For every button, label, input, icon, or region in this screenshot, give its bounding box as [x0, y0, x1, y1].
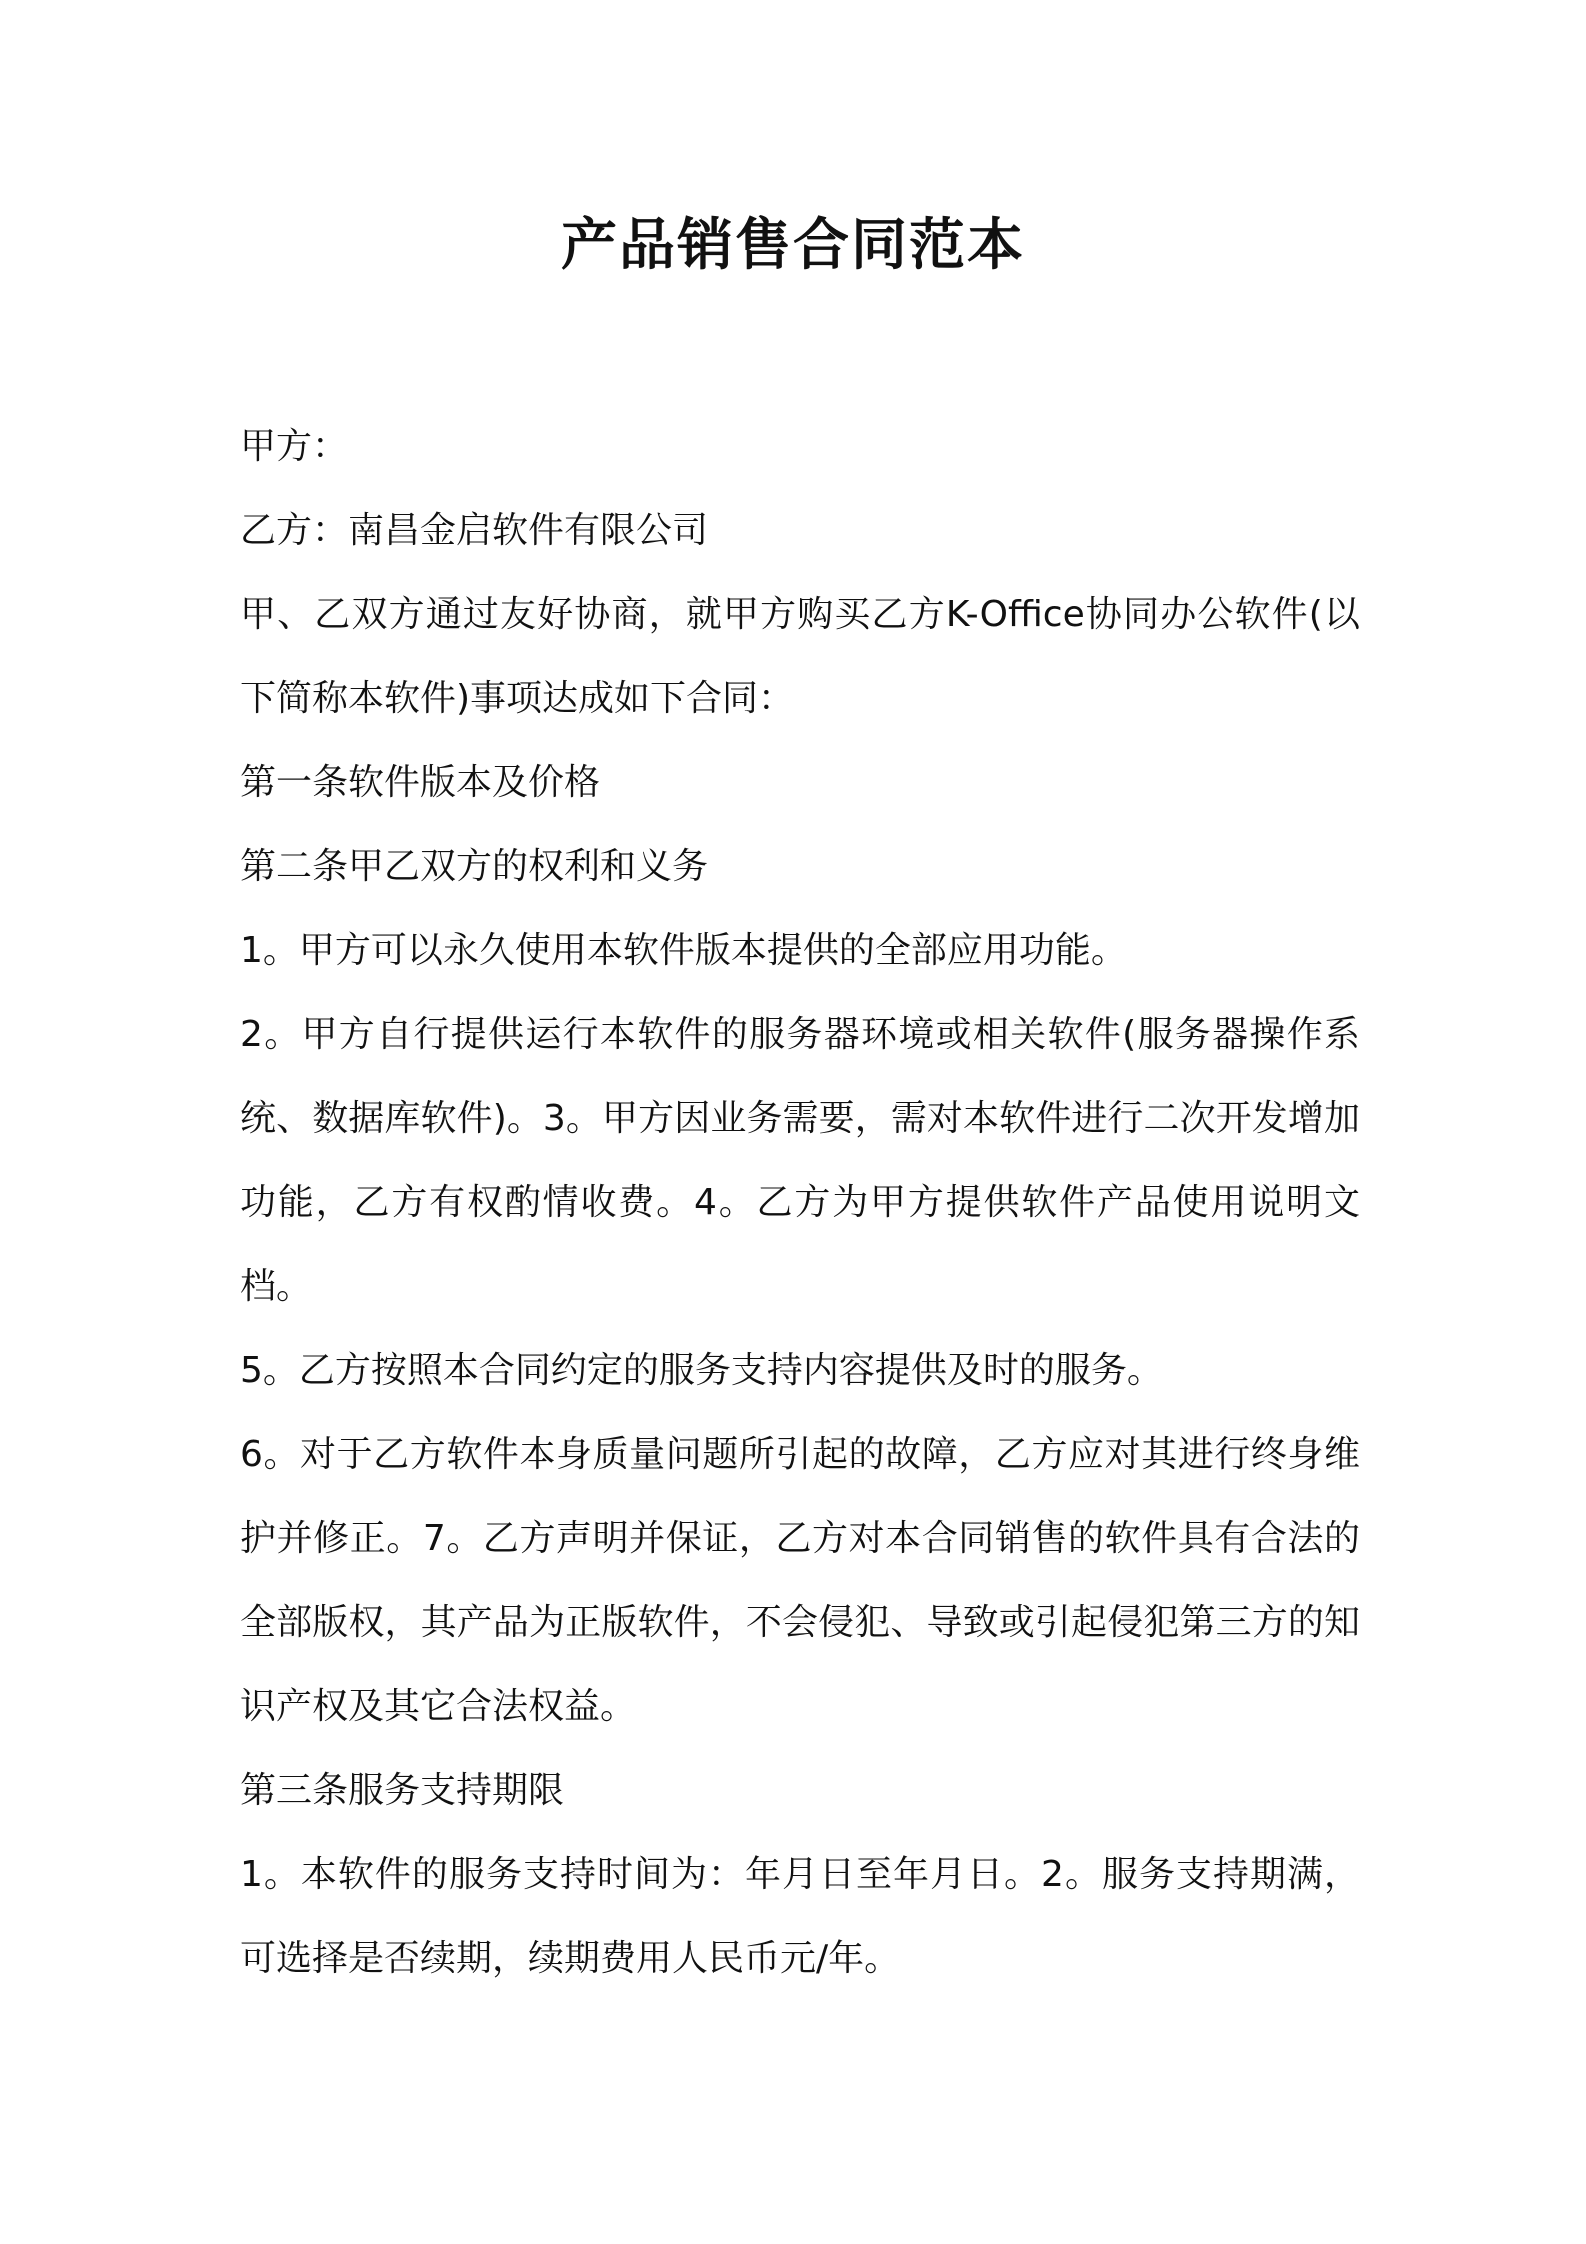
document-body — [240, 405, 1360, 2001]
party-b-line: 乙方：南昌金启软件有限公司 — [240, 510, 709, 551]
article-3-heading: 第三条服务支持期限 — [240, 1770, 565, 1811]
article-1-heading: 第一条软件版本及价格 — [240, 762, 601, 803]
article-2-clause-2-4: 2。甲方自行提供运行本软件的服务器环境或相关软件(服务器操作系统、数据库软件)。3。甲方因业务需要，需对本软件进行二次开发增加功能，乙方有权酌情收费。4。乙方为甲方提供软件产品使用说明文档。 — [240, 1014, 1360, 1307]
article-2-clause-6-7: 6。对于乙方软件本身质量问题所引起的故障，乙方应对其进行终身维护并修正。7。乙方声明并保证，乙方对本合同销售的软件具有合法的全部版权，其产品为正版软件，不会侵犯、导致或引起侵犯第三方的知识产权及其它合法权益。 — [240, 1434, 1360, 1727]
article-2-clause-5: 5。乙方按照本合同约定的服务支持内容提供及时的服务。 — [240, 1350, 1163, 1391]
party-a-line: 甲方： — [240, 426, 349, 467]
article-3-clause-1-2: 1。本软件的服务支持时间为：年月日至年月日。2。服务支持期满，可选择是否续期，续期费用人民币元/年。 — [240, 1854, 1360, 1979]
article-2-clause-1: 1。甲方可以永久使用本软件版本提供的全部应用功能。 — [240, 930, 1127, 971]
preamble-paragraph: 甲、乙双方通过友好协商，就甲方购买乙方K-Office协同办公软件(以下简称本软件)事项达成如下合同： — [240, 594, 1360, 719]
article-2-heading: 第二条甲乙双方的权利和义务 — [240, 846, 709, 887]
document-title: 产品销售合同范本 — [561, 213, 1025, 278]
